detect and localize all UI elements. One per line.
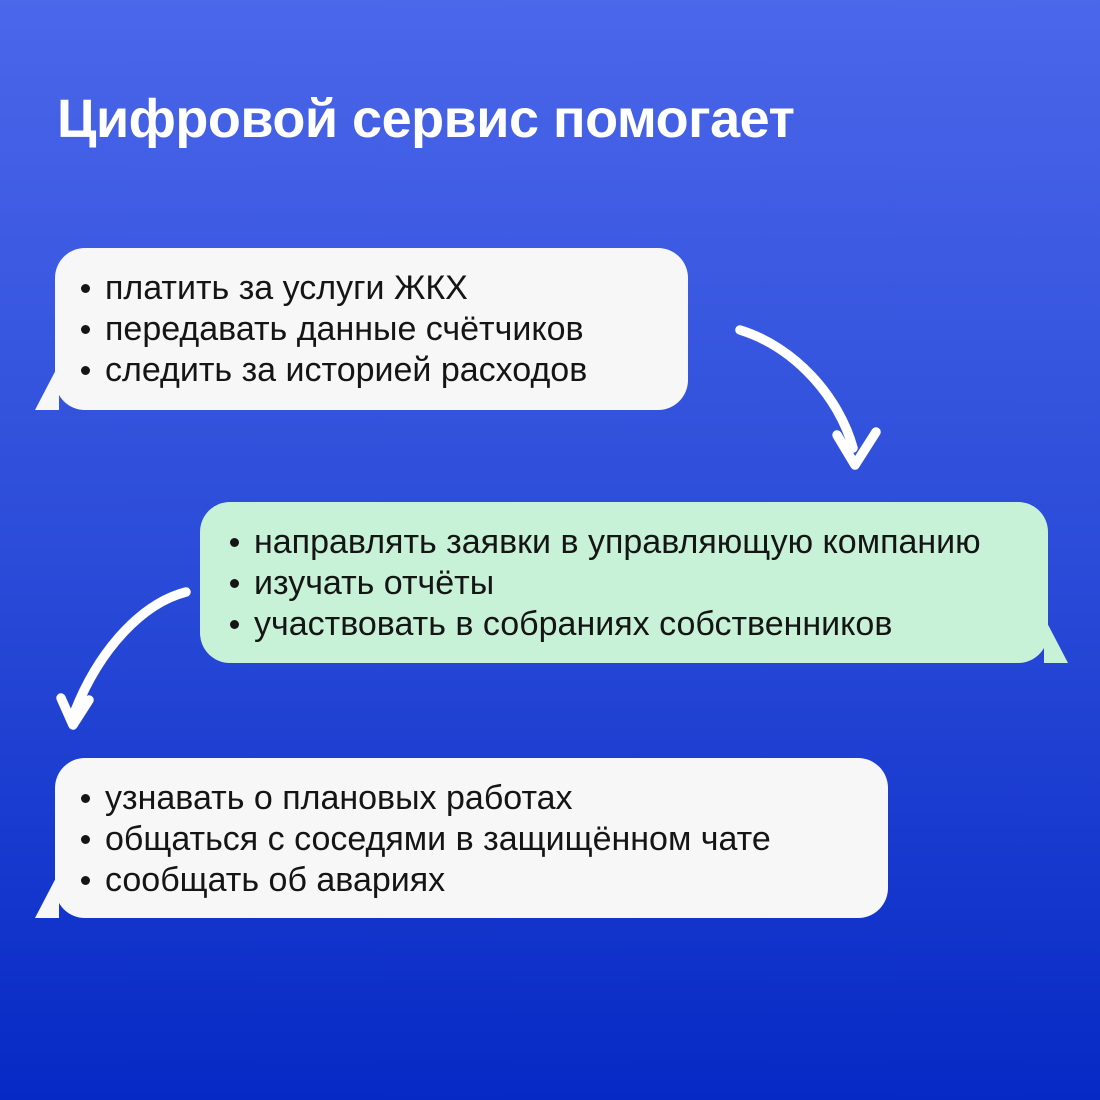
list-item-text: сообщать об авариях <box>105 861 446 899</box>
list-item <box>226 604 1028 645</box>
list-item <box>77 819 868 860</box>
list-item-text: общаться с соседями в защищённом чате <box>105 820 771 858</box>
speech-bubble-management <box>200 502 1048 663</box>
utilities-list <box>55 248 688 391</box>
list-item <box>226 563 1028 604</box>
list-item <box>77 268 668 309</box>
arrow-curve <box>75 592 186 711</box>
list-item <box>77 350 668 391</box>
speech-tail <box>35 872 59 918</box>
list-item-text: направлять заявки в управляющую компанию <box>254 523 981 561</box>
community-list <box>55 758 888 901</box>
arrow-down-left-icon <box>40 570 200 740</box>
list-item-text: участвовать в собраниях собственников <box>254 605 893 643</box>
management-list <box>200 502 1048 645</box>
list-item <box>226 522 1028 563</box>
speech-bubble-utilities <box>55 248 688 410</box>
list-item-text: узнавать о плановых работах <box>105 779 573 817</box>
list-item-text: изучать отчёты <box>254 564 495 602</box>
list-item-text: платить за услуги ЖКХ <box>105 269 468 307</box>
list-item <box>77 778 868 819</box>
arrow-down-right-icon <box>700 305 900 495</box>
arrow-curve <box>740 330 853 448</box>
list-item <box>77 860 868 901</box>
page-title: Цифровой сервис помогает <box>57 89 795 149</box>
list-item-text: передавать данные счётчиков <box>105 310 584 348</box>
list-item-text: следить за историей расходов <box>105 351 588 389</box>
speech-tail <box>1044 617 1068 663</box>
list-item <box>77 309 668 350</box>
speech-bubble-community <box>55 758 888 918</box>
